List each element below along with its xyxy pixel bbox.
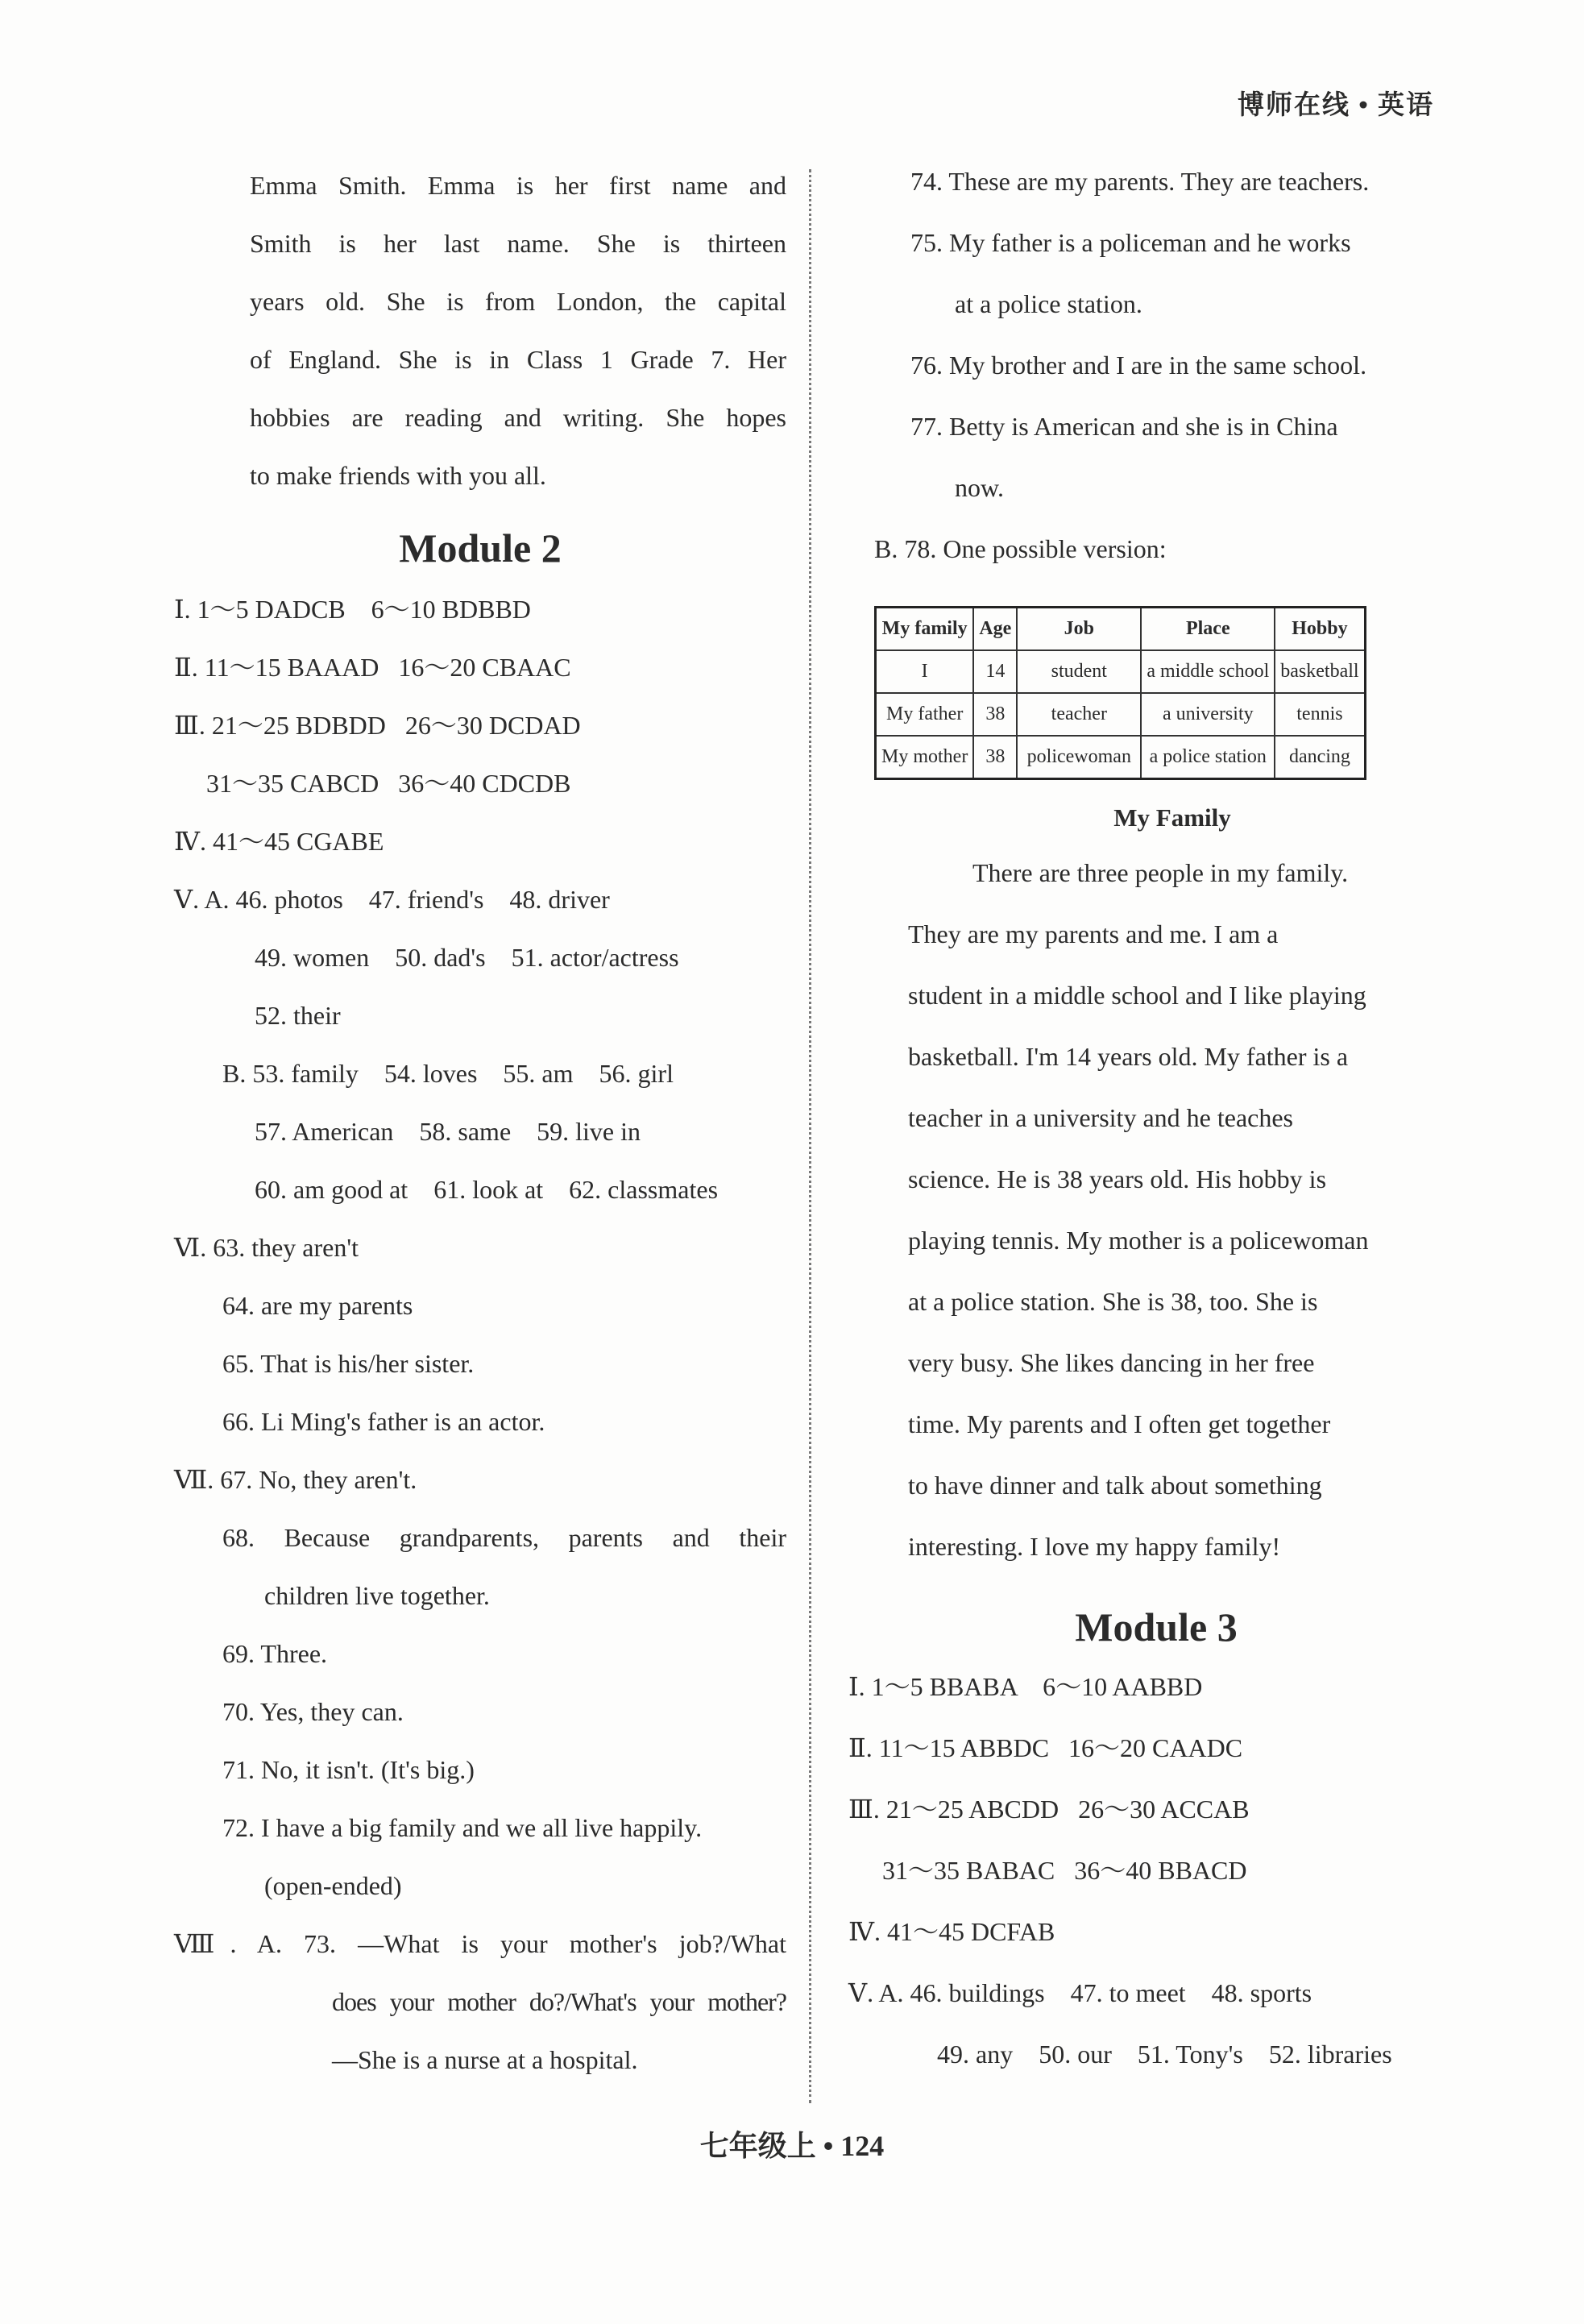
answer-line: Ⅴ. A. 46. buildings 47. to meet 48. sports bbox=[848, 1978, 1312, 2007]
answer-line: B. 78. One possible version: bbox=[874, 534, 1167, 563]
answer-line: 65. That is his/her sister. bbox=[222, 1349, 475, 1378]
answer-line: (open-ended) bbox=[264, 1871, 402, 1900]
answer-line: Ⅵ. 63. they aren't bbox=[174, 1233, 359, 1262]
essay-line: They are my parents and me. I am a bbox=[908, 919, 1279, 948]
answer-line: 69. Three. bbox=[222, 1639, 328, 1668]
answer-line: Ⅲ. 21～25 ABCDD 26～30 ACCAB bbox=[848, 1795, 1250, 1824]
answer-line: 72. I have a big family and we all live happily. bbox=[222, 1813, 703, 1842]
essay-line: interesting. I love my happy family! bbox=[908, 1532, 1281, 1561]
table-cell: I bbox=[876, 650, 974, 693]
table-header-row bbox=[876, 608, 1366, 651]
essay-title: My Family bbox=[1113, 803, 1231, 832]
column-divider bbox=[809, 169, 811, 2103]
answer-line: 68. Because grandparents, parents and their bbox=[222, 1523, 786, 1552]
table-header-cell: Place bbox=[1141, 608, 1275, 651]
table-header-cell: Age bbox=[973, 608, 1017, 651]
essay-line: to have dinner and talk about something bbox=[908, 1471, 1322, 1500]
answer-line: 74. These are my parents. They are teachers. bbox=[910, 167, 1370, 196]
answer-line: Ⅶ. 67. No, they aren't. bbox=[174, 1465, 417, 1494]
answer-line: at a police station. bbox=[955, 289, 1142, 318]
page-footer: 七年级上 • 124 bbox=[699, 2130, 885, 2162]
table-row bbox=[876, 650, 1366, 693]
answer-line: now. bbox=[955, 473, 1005, 502]
answer-line: B. 53. family 54. loves 55. am 56. girl bbox=[222, 1059, 674, 1088]
answer-line: 71. No, it isn't. (It's big.) bbox=[222, 1755, 475, 1784]
table-cell: 38 bbox=[973, 736, 1017, 779]
answer-line: Ⅰ. 1～5 DADCB 6～10 BDBBD bbox=[174, 595, 531, 624]
answer-line: Ⅱ. 11～15 BAAAD 16～20 CBAAC bbox=[174, 653, 571, 682]
text-line: years old. She is from London, the capital bbox=[250, 287, 786, 316]
answer-line: does your mother do?/What's your mother? bbox=[332, 1987, 786, 2016]
answer-line: 77. Betty is American and she is in China bbox=[910, 412, 1338, 441]
answer-line: Ⅳ. 41～45 DCFAB bbox=[848, 1917, 1055, 1946]
table-cell: teacher bbox=[1017, 693, 1141, 736]
answer-line: 70. Yes, they can. bbox=[222, 1697, 404, 1726]
family-table bbox=[874, 606, 1366, 780]
essay-line: teacher in a university and he teaches bbox=[908, 1103, 1293, 1132]
answer-line: Ⅷ. A. 73. —What is your mother's job?/What bbox=[174, 1929, 786, 1958]
essay-line: time. My parents and I often get together bbox=[908, 1409, 1331, 1438]
table-row bbox=[876, 736, 1366, 779]
answer-line: 52. their bbox=[255, 1001, 341, 1030]
table-cell: tennis bbox=[1275, 693, 1365, 736]
table-cell: student bbox=[1017, 650, 1141, 693]
answer-line: 49. women 50. dad's 51. actor/actress bbox=[255, 943, 679, 972]
text-line: to make friends with you all. bbox=[250, 461, 546, 490]
table-cell: a university bbox=[1141, 693, 1275, 736]
left-column bbox=[174, 165, 786, 2098]
table-cell: basketball bbox=[1275, 650, 1365, 693]
answer-line: 75. My father is a policeman and he works bbox=[910, 228, 1351, 257]
answer-line: Ⅱ. 11～15 ABBDC 16～20 CAADC bbox=[848, 1733, 1243, 1762]
essay-line: student in a middle school and I like playing bbox=[908, 981, 1366, 1010]
essay-line: very busy. She likes dancing in her free bbox=[908, 1348, 1315, 1377]
answer-list bbox=[174, 589, 786, 2098]
answer-line: children live together. bbox=[264, 1581, 490, 1610]
text-line: hobbies are reading and writing. She hopes bbox=[250, 403, 786, 432]
table-cell: a police station bbox=[1141, 736, 1275, 779]
table-cell: My mother bbox=[876, 736, 974, 779]
table-header-cell: My family bbox=[876, 608, 974, 651]
answer-list bbox=[848, 1666, 1438, 2095]
table-cell: My father bbox=[876, 693, 974, 736]
table-cell: 38 bbox=[973, 693, 1017, 736]
text-line: Smith is her last name. She is thirteen bbox=[250, 229, 786, 258]
table-row bbox=[876, 693, 1366, 736]
essay-line: at a police station. She is 38, too. She is bbox=[908, 1287, 1318, 1316]
essay-line: playing tennis. My mother is a policewoman bbox=[908, 1226, 1369, 1255]
table-cell: policewoman bbox=[1017, 736, 1141, 779]
module-title: Module 2 bbox=[399, 525, 562, 571]
table-cell: dancing bbox=[1275, 736, 1365, 779]
answer-line: 64. are my parents bbox=[222, 1291, 413, 1320]
answer-line: Ⅴ. A. 46. photos 47. friend's 48. driver bbox=[174, 885, 610, 914]
answer-line: 66. Li Ming's father is an actor. bbox=[222, 1407, 545, 1436]
right-column bbox=[848, 161, 1438, 2095]
answer-line: Ⅰ. 1～5 BBABA 6～10 AABBD bbox=[848, 1672, 1203, 1701]
answer-line: 76. My brother and I are in the same school. bbox=[910, 351, 1367, 380]
page-header: 博师在线 • 英语 bbox=[1237, 91, 1434, 120]
table-header-cell: Hobby bbox=[1275, 608, 1365, 651]
table-header-cell: Job bbox=[1017, 608, 1141, 651]
answer-line: 60. am good at 61. look at 62. classmates bbox=[255, 1175, 719, 1204]
essay-line: science. He is 38 years old. His hobby is bbox=[908, 1164, 1327, 1193]
intro-paragraph bbox=[174, 165, 786, 513]
answer-line: Ⅳ. 41～45 CGABE bbox=[174, 827, 384, 856]
answer-line: 57. American 58. same 59. live in bbox=[255, 1117, 641, 1146]
essay-paragraph bbox=[874, 853, 1438, 1587]
text-line: of England. She is in Class 1 Grade 7. Her bbox=[250, 345, 786, 374]
essay-line: There are three people in my family. bbox=[972, 858, 1349, 887]
module-title: Module 3 bbox=[1075, 1604, 1238, 1650]
text-line: Emma Smith. Emma is her first name and bbox=[250, 171, 786, 200]
answer-list bbox=[874, 161, 1438, 590]
answer-line: 49. any 50. our 51. Tony's 52. libraries bbox=[937, 2040, 1392, 2069]
answer-line: Ⅲ. 21～25 BDBDD 26～30 DCDAD bbox=[174, 711, 581, 740]
answer-line: 31～35 CABCD 36～40 CDCDB bbox=[206, 769, 571, 798]
answer-line: —She is a nurse at a hospital. bbox=[332, 2045, 638, 2074]
table-cell: a middle school bbox=[1141, 650, 1275, 693]
answer-line: 31～35 BABAC 36～40 BBACD bbox=[882, 1856, 1247, 1885]
table-cell: 14 bbox=[973, 650, 1017, 693]
essay-line: basketball. I'm 14 years old. My father is a bbox=[908, 1042, 1349, 1071]
